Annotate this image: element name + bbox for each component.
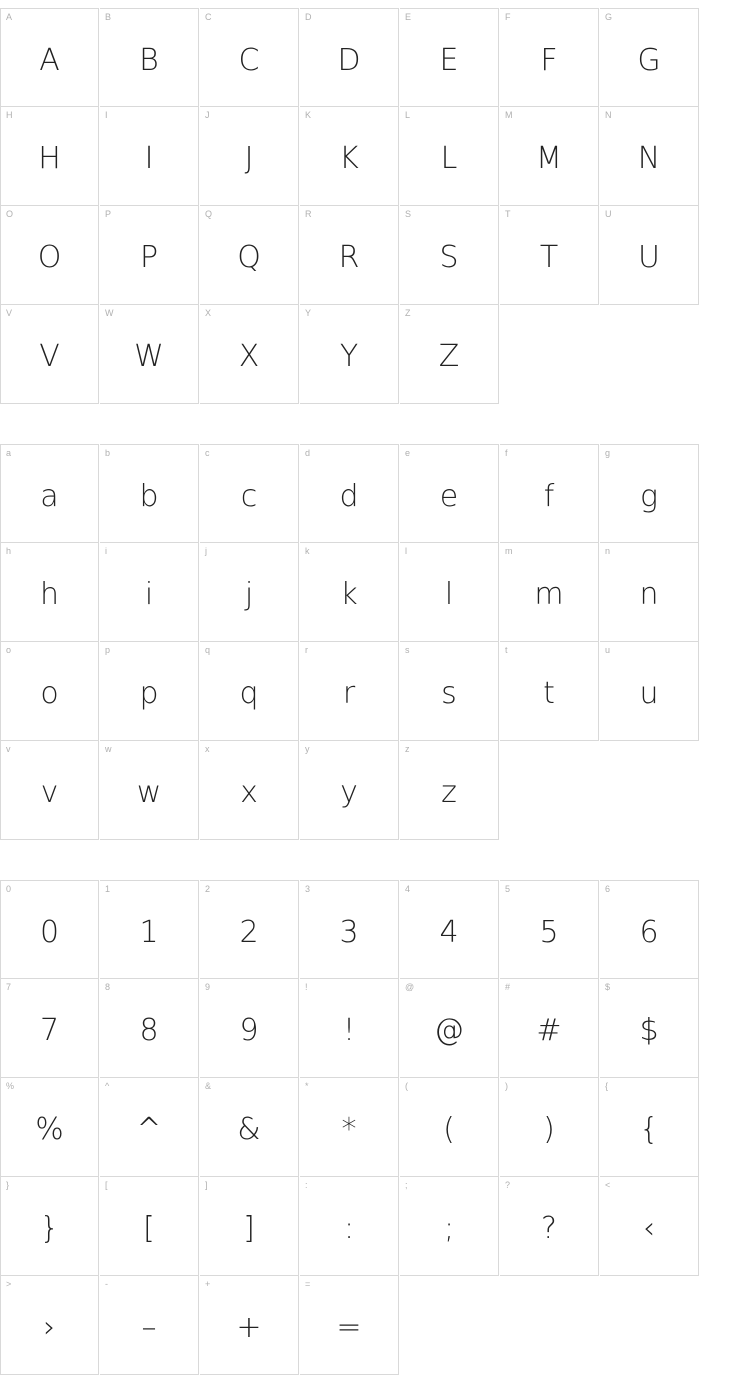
glyph-code-label: g [605, 448, 611, 458]
glyph-code-label: $ [605, 982, 611, 992]
glyph-code-label: + [205, 1279, 211, 1289]
glyph-code-label: y [305, 744, 310, 754]
glyph-sample: * [341, 1112, 357, 1147]
glyph-sample: k [340, 577, 358, 612]
glyph-code-label: 8 [105, 982, 111, 992]
glyph-code-label: > [6, 1279, 12, 1289]
glyph-cell[interactable] [0, 1078, 99, 1177]
glyph-sample: y [340, 775, 358, 810]
glyph-sample: L [440, 141, 458, 176]
glyph-cell[interactable] [300, 543, 399, 642]
glyph-code-label: & [205, 1081, 212, 1091]
glyph-code-label: r [305, 645, 308, 655]
glyph-grid-lowercase [0, 444, 701, 840]
glyph-sample: f [543, 478, 555, 514]
glyph-cell[interactable] [400, 8, 499, 107]
glyph-code-label: h [6, 546, 12, 556]
glyph-sample: d [339, 478, 359, 514]
glyph-code-label: w [105, 744, 112, 754]
glyph-code-label: 4 [405, 884, 411, 894]
glyph-sample: – [141, 1310, 157, 1345]
glyph-cell[interactable] [300, 444, 399, 543]
glyph-code-label: Y [305, 308, 312, 318]
glyph-sample: $ [639, 1013, 659, 1048]
glyph-sample: D [337, 42, 361, 78]
glyph-sample: ] [243, 1211, 255, 1246]
glyph-cell[interactable] [100, 206, 199, 305]
glyph-code-label: I [105, 110, 108, 120]
glyph-sample: o [40, 676, 59, 711]
glyph-sample: + [236, 1310, 262, 1345]
glyph-code-label: L [405, 110, 411, 120]
glyph-cell[interactable] [300, 305, 399, 404]
glyph-sample: & [237, 1112, 261, 1147]
glyph-sample: n [639, 577, 659, 612]
glyph-blocks [0, 8, 740, 1375]
glyph-code-label: G [605, 12, 613, 22]
glyph-code-label: i [105, 546, 107, 556]
glyph-code-label: N [605, 110, 612, 120]
glyph-cell[interactable] [500, 8, 599, 107]
glyph-code-label: z [405, 744, 410, 754]
glyph-cell[interactable] [200, 642, 299, 741]
glyph-sample: = [336, 1310, 362, 1345]
glyph-cell[interactable] [200, 979, 299, 1078]
glyph-code-label: T [505, 209, 511, 219]
glyph-cell[interactable] [400, 1177, 499, 1276]
glyph-code-label: s [405, 645, 410, 655]
glyph-cell[interactable] [0, 880, 99, 979]
glyph-code-label: f [505, 448, 508, 458]
glyph-cell-empty [500, 1276, 599, 1375]
glyph-sample: % [35, 1112, 64, 1147]
glyph-code-label: 6 [605, 884, 611, 894]
glyph-cell-empty [400, 1276, 499, 1375]
glyph-code-label: k [305, 546, 310, 556]
glyph-code-label: p [105, 645, 111, 655]
glyph-cell[interactable] [100, 741, 199, 840]
glyph-code-label: 2 [205, 884, 211, 894]
glyph-sample: 0 [39, 914, 60, 950]
glyph-cell[interactable] [400, 107, 499, 206]
glyph-cell[interactable] [100, 1078, 199, 1177]
glyph-cell[interactable] [100, 444, 199, 543]
glyph-cell[interactable] [0, 979, 99, 1078]
glyph-cell[interactable] [0, 1177, 99, 1276]
glyph-sample: 2 [239, 914, 259, 950]
glyph-code-label: 5 [505, 884, 511, 894]
glyph-code-label: R [305, 209, 312, 219]
glyph-sample: p [139, 676, 159, 711]
glyph-sample: ^ [136, 1112, 162, 1147]
glyph-sample: P [139, 240, 159, 275]
glyph-cell[interactable] [200, 543, 299, 642]
glyph-cell[interactable] [600, 880, 699, 979]
glyph-sample: v [40, 775, 59, 810]
glyph-sample: r [342, 676, 356, 711]
glyph-sample: @ [434, 1013, 464, 1048]
glyph-cell[interactable] [200, 8, 299, 107]
glyph-code-label: l [405, 546, 407, 556]
glyph-sample: c [240, 478, 258, 514]
glyph-code-label: K [305, 110, 312, 120]
glyph-cell[interactable] [100, 8, 199, 107]
glyph-code-label: [ [105, 1180, 108, 1190]
glyph-sample: g [639, 478, 658, 514]
glyph-cell[interactable] [0, 543, 99, 642]
glyph-cell[interactable] [500, 1078, 599, 1177]
glyph-code-label: P [105, 209, 112, 219]
glyph-code-label: c [205, 448, 210, 458]
glyph-cell[interactable] [600, 1078, 699, 1177]
block-spacer [0, 840, 740, 880]
glyph-sample: I [144, 141, 154, 176]
glyph-cell[interactable] [0, 8, 99, 107]
glyph-sample: a [40, 478, 59, 514]
glyph-cell[interactable] [100, 1177, 199, 1276]
glyph-code-label: ^ [105, 1081, 110, 1091]
glyph-cell[interactable] [400, 979, 499, 1078]
glyph-cell[interactable] [200, 107, 299, 206]
glyph-cell[interactable] [200, 741, 299, 840]
glyph-code-label: x [205, 744, 210, 754]
glyph-sample: } [39, 1211, 60, 1246]
glyph-cell[interactable] [300, 107, 399, 206]
glyph-cell[interactable] [0, 305, 99, 404]
glyph-sample: J [244, 141, 254, 176]
glyph-sample: h [39, 577, 59, 612]
glyph-sample: ! [342, 1013, 356, 1048]
glyph-code-label: 0 [6, 884, 12, 894]
glyph-code-label: U [605, 209, 612, 219]
glyph-cell[interactable] [600, 979, 699, 1078]
glyph-code-label: H [6, 110, 13, 120]
glyph-sample: 5 [539, 914, 559, 950]
glyph-code-label: e [405, 448, 411, 458]
glyph-sample: F [540, 42, 558, 78]
glyph-code-label: t [505, 645, 508, 655]
glyph-code-label: C [205, 12, 212, 22]
glyph-cell[interactable] [0, 206, 99, 305]
glyph-cell[interactable] [200, 1276, 299, 1375]
glyph-sample: 9 [239, 1013, 259, 1048]
glyph-cell-empty [600, 1276, 699, 1375]
glyph-sample: b [139, 478, 159, 514]
glyph-code-label: Q [205, 209, 213, 219]
glyph-cell[interactable] [300, 8, 399, 107]
glyph-cell[interactable] [500, 880, 599, 979]
glyph-code-label: 7 [6, 982, 12, 992]
glyph-cell-empty [600, 741, 699, 840]
glyph-code-label: @ [405, 982, 415, 992]
glyph-cell[interactable] [300, 1276, 399, 1375]
glyph-code-label: - [105, 1279, 108, 1289]
glyph-cell[interactable] [500, 206, 599, 305]
block-spacer [0, 404, 740, 444]
glyph-cell[interactable] [0, 444, 99, 543]
glyph-code-label: ] [205, 1180, 208, 1190]
glyph-cell[interactable] [300, 1078, 399, 1177]
glyph-code-label: : [305, 1180, 308, 1190]
glyph-cell[interactable] [500, 543, 599, 642]
glyph-sample: 3 [339, 914, 359, 950]
glyph-code-label: F [505, 12, 511, 22]
glyph-sample: Y [339, 339, 359, 374]
glyph-cell[interactable] [200, 1078, 299, 1177]
glyph-code-label: D [305, 12, 312, 22]
glyph-sample: ( [443, 1112, 455, 1147]
glyph-sample: T [539, 240, 559, 275]
glyph-sample: C [238, 42, 260, 78]
glyph-cell[interactable] [500, 642, 599, 741]
glyph-code-label: v [6, 744, 11, 754]
glyph-sample: j [244, 577, 254, 612]
glyph-cell[interactable] [600, 107, 699, 206]
glyph-cell[interactable] [400, 444, 499, 543]
glyph-sample: X [238, 339, 260, 374]
glyph-sample: 7 [39, 1013, 60, 1048]
glyph-code-label: ; [405, 1180, 408, 1190]
glyph-code-label: J [205, 110, 210, 120]
glyph-sample: V [39, 339, 60, 374]
glyph-sample: R [338, 240, 360, 275]
glyph-cell[interactable] [100, 979, 199, 1078]
glyph-cell[interactable] [400, 206, 499, 305]
glyph-grid-uppercase [0, 8, 701, 404]
glyph-cell[interactable] [100, 642, 199, 741]
glyph-code-label: b [105, 448, 111, 458]
glyph-code-label: M [505, 110, 513, 120]
glyph-code-label: < [605, 1180, 611, 1190]
glyph-sample: l [444, 577, 454, 612]
glyph-cell[interactable] [600, 444, 699, 543]
glyph-cell[interactable] [500, 979, 599, 1078]
glyph-sample: { [639, 1112, 659, 1147]
glyph-sample: q [239, 676, 259, 711]
glyph-code-label: u [605, 645, 611, 655]
glyph-code-label: 3 [305, 884, 311, 894]
glyph-sample: G [637, 42, 661, 78]
glyph-cell[interactable] [0, 741, 99, 840]
glyph-sample: # [536, 1013, 562, 1048]
glyph-sample: Z [438, 339, 460, 374]
glyph-sample: [ [143, 1211, 155, 1246]
glyph-cell[interactable] [500, 444, 599, 543]
glyph-sample: N [637, 141, 661, 176]
glyph-cell[interactable] [100, 543, 199, 642]
glyph-code-label: # [505, 982, 511, 992]
glyph-cell[interactable] [100, 1276, 199, 1375]
glyph-sample: Q [237, 240, 261, 275]
glyph-code-label: S [405, 209, 412, 219]
glyph-cell[interactable] [300, 979, 399, 1078]
glyph-sample: ) [543, 1112, 555, 1147]
glyph-cell[interactable] [200, 444, 299, 543]
glyph-code-label: m [505, 546, 513, 556]
glyph-sample: ? [541, 1211, 557, 1246]
glyph-code-label: O [6, 209, 14, 219]
glyph-cell[interactable] [300, 642, 399, 741]
glyph-cell[interactable] [0, 642, 99, 741]
glyph-cell[interactable] [500, 1177, 599, 1276]
glyph-sample: m [534, 577, 564, 612]
glyph-cell[interactable] [0, 107, 99, 206]
glyph-cell[interactable] [400, 543, 499, 642]
glyph-code-label: V [6, 308, 13, 318]
glyph-code-label: = [305, 1279, 311, 1289]
glyph-code-label: j [205, 546, 207, 556]
glyph-cell[interactable] [300, 206, 399, 305]
glyph-sample: H [38, 141, 61, 176]
glyph-code-label: o [6, 645, 12, 655]
glyph-cell[interactable] [400, 880, 499, 979]
glyph-sample: x [240, 775, 258, 810]
glyph-sample: 8 [139, 1013, 159, 1048]
glyph-cell[interactable] [600, 1177, 699, 1276]
glyph-code-label: Z [405, 308, 411, 318]
glyph-sample: B [139, 42, 159, 78]
glyph-cell-empty [500, 305, 599, 404]
glyph-cell[interactable] [600, 206, 699, 305]
glyph-cell[interactable] [200, 305, 299, 404]
glyph-sample: K [339, 141, 359, 176]
glyph-sample: O [37, 240, 62, 275]
glyph-code-label: } [6, 1180, 10, 1190]
top-spacer [0, 0, 740, 8]
glyph-sample: 6 [639, 914, 659, 950]
glyph-cell[interactable] [100, 880, 199, 979]
glyph-sample: s [441, 676, 457, 711]
glyph-sample: t [543, 676, 555, 711]
glyph-code-label: 9 [205, 982, 211, 992]
glyph-cell[interactable] [300, 741, 399, 840]
glyph-cell[interactable] [600, 642, 699, 741]
glyph-sample: S [439, 240, 459, 275]
glyph-cell[interactable] [600, 8, 699, 107]
glyph-sample: i [144, 577, 154, 612]
glyph-sample: 1 [139, 914, 159, 950]
glyph-sample: : [343, 1211, 355, 1246]
glyph-code-label: E [405, 12, 412, 22]
glyph-code-label: q [205, 645, 211, 655]
glyph-code-label: * [305, 1081, 309, 1091]
glyph-cell[interactable] [0, 1276, 99, 1375]
glyph-sample: e [439, 478, 459, 514]
glyph-sample: A [39, 42, 60, 78]
glyph-grid-digits-and-symbols [0, 880, 701, 1375]
glyph-cell[interactable] [500, 107, 599, 206]
glyph-sample: ‹ [643, 1211, 655, 1246]
glyph-cell[interactable] [100, 107, 199, 206]
glyph-cell[interactable] [400, 1078, 499, 1177]
glyph-code-label: ( [405, 1081, 408, 1091]
glyph-sample: w [136, 775, 162, 810]
glyph-sample: W [134, 339, 164, 374]
glyph-cell[interactable] [400, 642, 499, 741]
glyph-code-label: n [605, 546, 611, 556]
glyph-sample: z [441, 775, 457, 810]
glyph-sample: U [638, 240, 660, 275]
glyph-code-label: ! [305, 982, 308, 992]
glyph-code-label: ? [505, 1180, 511, 1190]
glyph-code-label: A [6, 12, 13, 22]
glyph-cell[interactable] [200, 1177, 299, 1276]
glyph-cell[interactable] [200, 206, 299, 305]
glyph-cell-empty [600, 305, 699, 404]
glyph-code-label: ) [505, 1081, 508, 1091]
glyph-code-label: a [6, 448, 12, 458]
glyph-code-label: % [6, 1081, 15, 1091]
glyph-sample: 4 [439, 914, 459, 950]
glyph-code-label: { [605, 1081, 609, 1091]
glyph-sample: u [639, 676, 659, 711]
glyph-sample: ; [443, 1211, 455, 1246]
glyph-code-label: d [305, 448, 311, 458]
glyph-cell[interactable] [400, 741, 499, 840]
glyph-cell[interactable] [300, 1177, 399, 1276]
glyph-cell[interactable] [400, 305, 499, 404]
glyph-cell[interactable] [200, 880, 299, 979]
glyph-cell[interactable] [100, 305, 199, 404]
glyph-code-label: 1 [105, 884, 111, 894]
glyph-code-label: W [105, 308, 114, 318]
glyph-sample: E [439, 42, 459, 78]
glyph-code-label: B [105, 12, 112, 22]
glyph-sample: M [536, 141, 562, 176]
glyph-cell-empty [500, 741, 599, 840]
glyph-sample: › [43, 1310, 56, 1345]
glyph-cell[interactable] [600, 543, 699, 642]
glyph-code-label: X [205, 308, 212, 318]
glyph-cell[interactable] [300, 880, 399, 979]
